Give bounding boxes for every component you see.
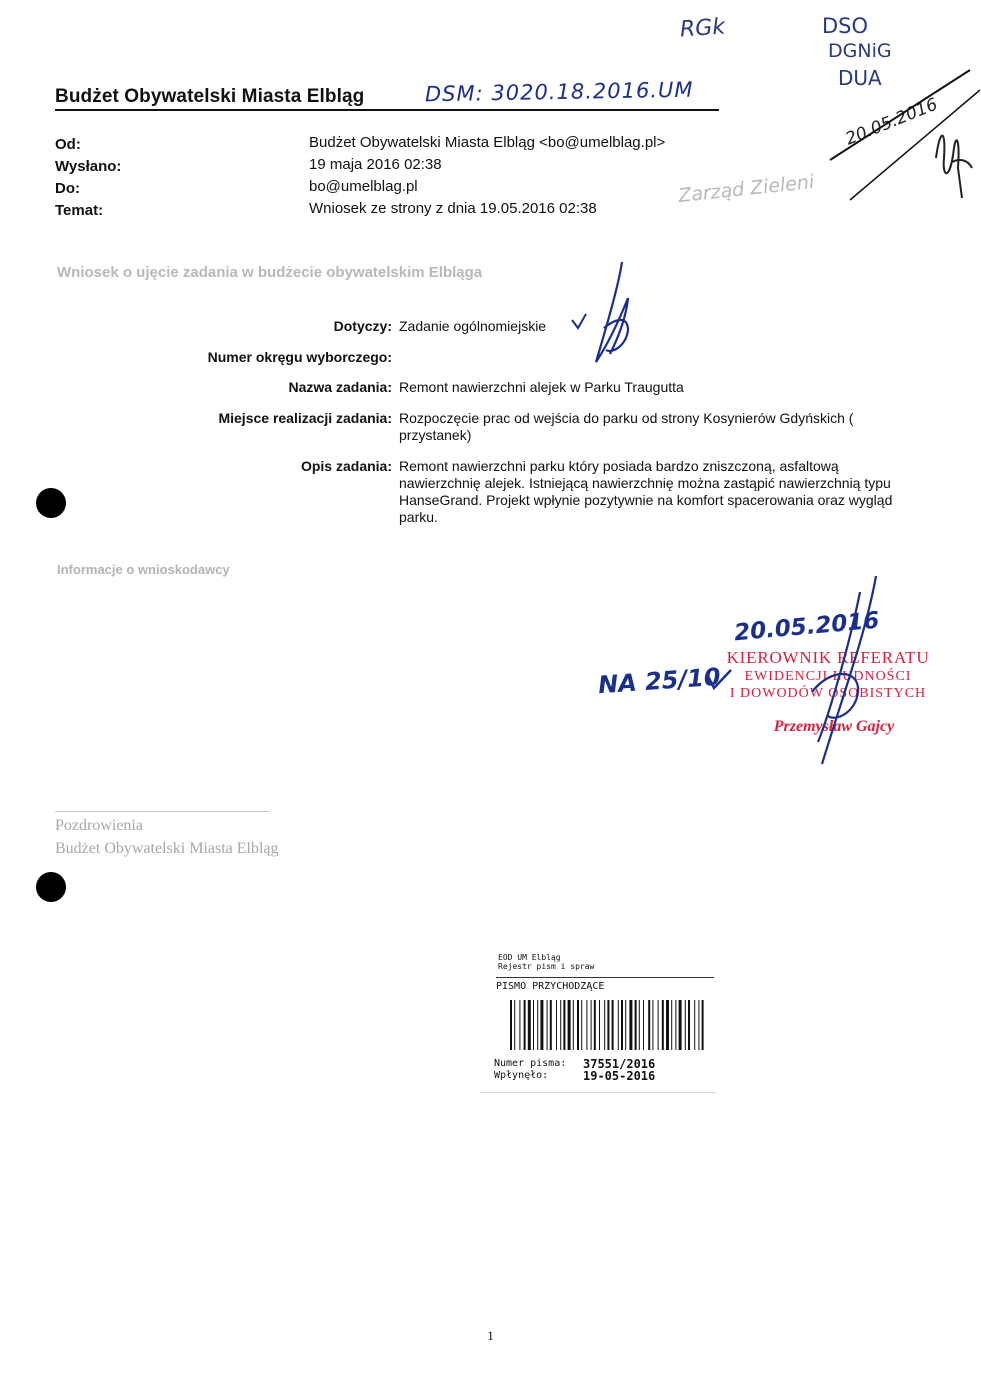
barcode-bar: [604, 1000, 605, 1050]
registry-number-label: Numer pisma:: [494, 1058, 567, 1069]
barcode-bar: [514, 1000, 515, 1050]
barcode-bar: [643, 1000, 644, 1050]
concerns-value: Zadanie ogólnomiejskie: [399, 318, 547, 334]
barcode-bar: [607, 1000, 609, 1050]
handwritten-rgk: RGk: [679, 14, 726, 43]
handwritten-date-diagonal: 20.05.2016: [842, 94, 941, 150]
description-label: Opis zadania:: [300, 458, 392, 474]
barcode-bar: [550, 1000, 552, 1050]
registry-subtitle: Rejestr pism i spraw: [498, 962, 595, 971]
barcode-bar: [688, 1000, 690, 1050]
stamp-name: Przemysław Gajcy: [773, 718, 895, 735]
location-label: Miejsce realizacji zadania:: [218, 410, 392, 426]
task-name-value: Remont nawierzchni alejek w Parku Traugutta: [399, 379, 684, 395]
title-rule: [55, 109, 719, 111]
barcode-bar: [671, 1000, 672, 1050]
stamp-line-3: I DOWODÓW OSOBISTYCH: [729, 686, 927, 701]
pencil-note: Zarząd Zieleni: [677, 170, 816, 208]
barcode-bar: [533, 1000, 534, 1050]
barcode-bar: [573, 1000, 574, 1050]
barcode-bar: [685, 1000, 686, 1050]
barcode-bar: [519, 1000, 520, 1050]
handwritten-dua: DUA: [838, 66, 882, 90]
barcode-bar: [666, 1000, 669, 1050]
barcode-bar: [510, 1000, 512, 1050]
barcode-bar: [528, 1000, 531, 1050]
barcode-bar: [635, 1000, 637, 1050]
barcode-bar: [591, 1000, 592, 1050]
barcode-bar: [524, 1000, 526, 1050]
district-label: Numer okręgu wyborczego:: [207, 349, 392, 365]
registry-rule: [496, 977, 714, 978]
registry-label: [480, 950, 716, 1098]
barcode-bar: [537, 1000, 538, 1050]
stamp-line-1: KIEROWNIK REFERATU: [726, 648, 930, 667]
handwritten-date: 20.05.2016: [733, 607, 881, 647]
punch-hole-bottom: [36, 872, 66, 902]
barcode-bar: [594, 1000, 596, 1050]
barcode-bar: [639, 1000, 640, 1050]
barcode-bar: [563, 1000, 565, 1050]
to-label: Do:: [55, 180, 80, 197]
handwritten-dso: DSO: [822, 14, 869, 38]
handwritten-ref-number: DSM: 3020.18.2016.UM: [424, 77, 694, 107]
handwritten-signature-stamp: [800, 572, 890, 772]
barcode-bar: [618, 1000, 619, 1050]
handwritten-signature-form: [566, 258, 646, 388]
stamp-line-2: EWIDENCJI LUDNOŚCI: [744, 669, 912, 684]
sender-name: Budżet Obywatelski Miasta Elbląg: [55, 840, 279, 857]
barcode-bar: [577, 1000, 579, 1050]
handwritten-dgnig: DGNiG: [828, 40, 892, 62]
handwritten-na-note: NA 25/10: [597, 662, 722, 700]
barcode-bar: [599, 1000, 600, 1050]
barcode-bar: [540, 1000, 543, 1050]
page-number: 1: [487, 1328, 494, 1343]
barcode-icon: [510, 1000, 706, 1050]
barcode-bar: [658, 1000, 659, 1050]
registry-edge: [480, 1092, 716, 1093]
barcode-bar: [698, 1000, 699, 1050]
barcode-bar: [648, 1000, 650, 1050]
punch-hole-top: [36, 488, 66, 518]
registry-received-label: Wpłynęło:: [494, 1070, 549, 1081]
applicant-info-title: Informacje o wnioskodawcy: [57, 562, 230, 577]
barcode-bar: [694, 1000, 695, 1050]
barcode-bar: [547, 1000, 548, 1050]
from-label: Od:: [55, 136, 81, 153]
sent-value: 19 maja 2016 02:38: [309, 156, 442, 173]
barcode-bar: [560, 1000, 561, 1050]
document-title: Budżet Obywatelski Miasta Elbląg: [55, 86, 365, 107]
signature-divider: [55, 811, 270, 812]
from-value[interactable]: Budżet Obywatelski Miasta Elbląg <bo@umelblag.pl>: [309, 134, 666, 151]
task-name-label: Nazwa zadania:: [288, 379, 392, 395]
barcode-bar: [652, 1000, 653, 1050]
location-value: Rozpoczęcie prac od wejścia do parku od strony Kosynierów Gdyńskich ( przystanek): [399, 410, 854, 443]
initials-signature-icon: [930, 118, 975, 208]
barcode-bar: [568, 1000, 571, 1050]
form-title: Wniosek o ujęcie zadania w budżecie obywatelskim Elbląga: [57, 264, 483, 281]
barcode-bar: [612, 1000, 614, 1050]
subject-value: Wniosek ze strony z dnia 19.05.2016 02:38: [309, 200, 597, 217]
barcode-bar: [556, 1000, 557, 1050]
registry-type: PISMO PRZYCHODZĄCE: [496, 981, 605, 992]
registry-number-value: 37551/2016: [583, 1057, 656, 1071]
barcode-bar: [621, 1000, 623, 1050]
barcode-bar: [702, 1000, 704, 1050]
barcode-bar: [586, 1000, 587, 1050]
subject-label: Temat:: [55, 202, 104, 219]
concerns-label: Dotyczy:: [333, 318, 392, 334]
barcode-bar: [629, 1000, 632, 1050]
barcode-bar: [662, 1000, 664, 1050]
description-value: Remont nawierzchni parku który posiada bardzo zniszczoną, asfaltową nawierzchnię alejek. Istniejącą nawierzchnię można zastąpić nawierzchnią typu HanseGrand. Projekt wpłynie pozytywnie na komfort spacerowania oraz wygląd parku.: [399, 458, 893, 525]
greeting-text: Pozdrowienia: [55, 817, 143, 834]
barcode-bar: [581, 1000, 582, 1050]
sent-label: Wysłano:: [55, 158, 122, 175]
barcode-bar: [675, 1000, 676, 1050]
registry-org: EOD UM Elbląg: [498, 953, 561, 962]
barcode-bar: [625, 1000, 626, 1050]
to-value[interactable]: bo@umelblag.pl: [309, 178, 418, 195]
barcode-bar: [679, 1000, 682, 1050]
registry-received-value: 19-05-2016: [583, 1069, 656, 1083]
